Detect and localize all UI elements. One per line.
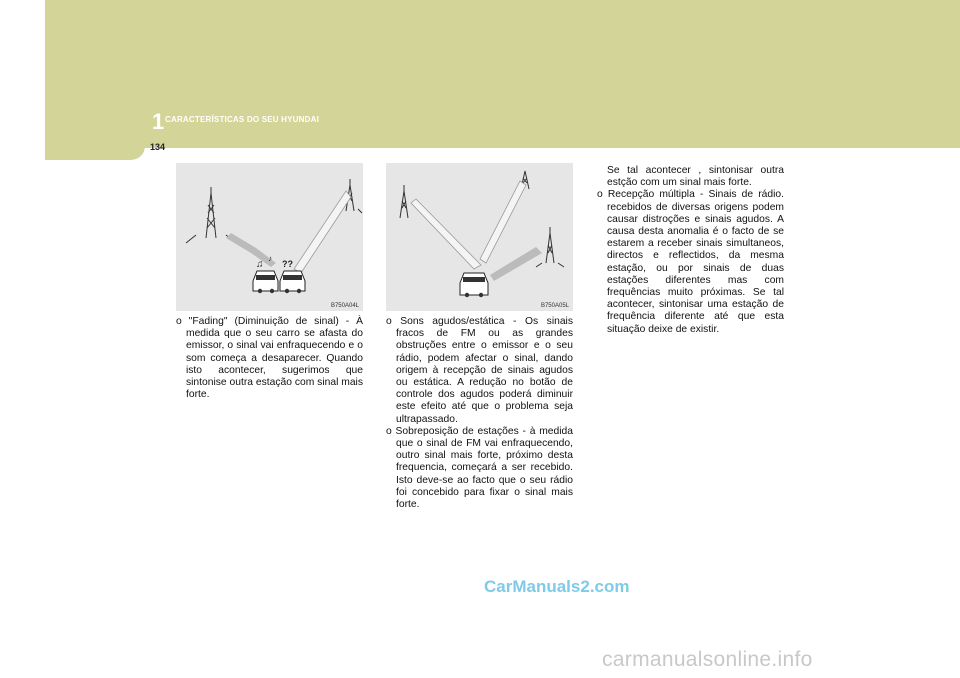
column-3 xyxy=(597,165,784,336)
svg-text:♪: ♪ xyxy=(268,254,272,263)
svg-text:♫: ♫ xyxy=(256,259,264,270)
watermark-carmanualsonline: carmanualsonline.info xyxy=(602,648,813,671)
static-illustration xyxy=(386,163,573,311)
figure-code: B750A05L xyxy=(540,303,569,309)
page-number: 134 xyxy=(150,142,166,152)
fading-item: o "Fading" (Diminuição de sinal) - À medida que o seu carro se afasta do emissor, o sinal vai enfraquecendo e o som começa a desaparecer. Quando isto acontecer, sugerimos que sintonise outra estação com sinal mais forte. xyxy=(176,316,363,401)
chapter-number: 1 xyxy=(152,109,165,134)
page-tab xyxy=(45,136,145,160)
fading-illustration xyxy=(176,163,363,311)
overlap-item: o Sobreposição de estações - à medida que o sinal de FM vai enfraquecendo, outro sinal mais forte, próximo desta frequencia, começará a ser recebido. Isto deve-se ao facto que o seu rádio foi concebido para fixar o sinal mais forte. xyxy=(386,425,573,511)
multipath-item: o Recepção múltipla - Sinais de rádio. recebidos de diversas origens podem causar distroções e sinais agudos. A causa desta anomalia é o facto de se estarem a receber sinais simultaneos, directos e reflectidos, da mesma estação, ou por sinais de duas estações diferentes mas com frequências muito próximas. Se tal acontecer, sintonisar uma estação de frequência diferente até que esta situação deixe de existir. xyxy=(597,189,784,335)
column-2 xyxy=(386,316,573,511)
figure-static xyxy=(386,163,573,311)
fig1-label: ?? xyxy=(282,259,293,269)
static-item: o Sons agudos/estática - Os sinais fracos de FM ou as grandes obstruções entre o emissor e o seu rádio, podem afectar o sinal, dando origem à recepção de sinais agudos ou estática. A redução no botão de controle dos agudos poderá diminuir este efeito até que o problema seja ultrapassado. xyxy=(386,316,573,425)
chapter-title: CARACTERÍSTICAS DO SEU HYUNDAI xyxy=(165,115,320,124)
watermark-carmanuals2: CarManuals2.com xyxy=(484,577,630,596)
column-1 xyxy=(176,316,363,401)
header-band xyxy=(45,0,960,148)
figure-code: B750A04L xyxy=(330,303,359,309)
continuation-text: Se tal acontecer , sintonisar outra estção com um sinal mais forte. xyxy=(607,165,784,189)
figure-fading xyxy=(176,163,363,311)
